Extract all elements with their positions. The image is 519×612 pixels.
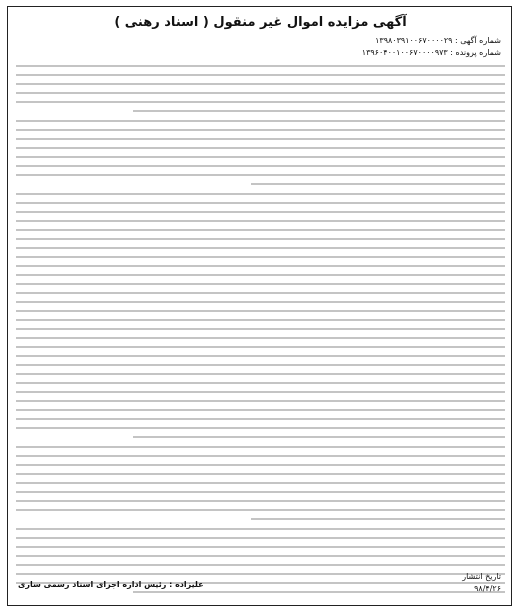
announcement-number-row — [201, 35, 501, 47]
text-line-placeholder — [16, 92, 505, 94]
case-number-label: شماره پرونده : — [450, 48, 501, 57]
text-line-placeholder — [251, 518, 505, 520]
text-line-placeholder — [16, 292, 505, 294]
text-line-placeholder — [16, 74, 505, 76]
text-line-placeholder — [16, 455, 505, 457]
text-line-placeholder — [16, 418, 505, 420]
text-line-placeholder — [16, 427, 505, 429]
case-number-value: ۱۳۹۶۰۴۰۰۱۰۰۶۷۰۰۰۰۹۷۳ — [361, 48, 448, 57]
publication-date-value: ۹۸/۴/۲۶ — [474, 584, 501, 593]
text-line-placeholder — [16, 564, 505, 566]
text-line-placeholder — [16, 174, 505, 176]
text-line-placeholder — [16, 555, 505, 557]
publication-date — [351, 571, 501, 595]
paragraph-placeholder-2 — [16, 120, 505, 185]
text-line-placeholder — [16, 546, 505, 548]
announcement-number-value: ۱۳۹۸۰۳۹۱۰۰۶۷۰۰۰۰۲۹ — [375, 36, 453, 45]
text-line-placeholder — [16, 211, 505, 213]
notice-body — [16, 65, 505, 601]
text-line-placeholder — [16, 165, 505, 167]
issuing-office: علیزاده : رئیس اداره اجرای اسناد رسمی ساری — [18, 580, 204, 589]
text-line-placeholder — [16, 509, 505, 511]
paragraph-placeholder-1 — [16, 65, 505, 112]
text-line-placeholder — [16, 247, 505, 249]
case-number-row — [201, 47, 501, 59]
text-line-placeholder — [16, 156, 505, 158]
text-line-placeholder — [16, 256, 505, 258]
text-line-placeholder — [16, 491, 505, 493]
text-line-placeholder — [16, 500, 505, 502]
text-line-placeholder — [16, 120, 505, 122]
text-line-placeholder — [16, 464, 505, 466]
text-line-placeholder — [16, 373, 505, 375]
text-line-placeholder — [16, 101, 505, 103]
text-line-placeholder — [16, 310, 505, 312]
text-line-placeholder — [16, 202, 505, 204]
notice-title: آگهی مزایده اموال غیر منقول ( اسناد رهنی ) — [114, 15, 407, 30]
text-line-placeholder — [16, 409, 505, 411]
text-line-placeholder — [16, 382, 505, 384]
text-line-placeholder — [16, 400, 505, 402]
text-line-placeholder — [16, 328, 505, 330]
text-line-placeholder — [16, 482, 505, 484]
text-line-placeholder — [16, 301, 505, 303]
text-line-placeholder — [16, 65, 505, 67]
text-line-placeholder — [16, 391, 505, 393]
text-line-placeholder — [16, 229, 505, 231]
paragraph-placeholder-3 — [16, 193, 505, 438]
notice-meta — [201, 35, 501, 59]
text-line-placeholder — [16, 337, 505, 339]
text-line-placeholder — [16, 83, 505, 85]
text-line-placeholder — [16, 473, 505, 475]
text-line-placeholder — [16, 193, 505, 195]
paragraph-placeholder-4 — [16, 446, 505, 520]
text-line-placeholder — [16, 537, 505, 539]
text-line-placeholder — [16, 274, 505, 276]
publication-date-label: تاریخ انتشار — [462, 572, 501, 581]
text-line-placeholder — [16, 129, 505, 131]
notice-footer — [18, 571, 501, 597]
text-line-placeholder — [16, 265, 505, 267]
text-line-placeholder — [16, 238, 505, 240]
notice-frame — [7, 6, 512, 606]
text-line-placeholder — [16, 528, 505, 530]
text-line-placeholder — [16, 138, 505, 140]
text-line-placeholder — [16, 147, 505, 149]
text-line-placeholder — [16, 283, 505, 285]
text-line-placeholder — [16, 364, 505, 366]
text-line-placeholder — [16, 355, 505, 357]
text-line-placeholder — [251, 183, 505, 185]
text-line-placeholder — [16, 220, 505, 222]
text-line-placeholder — [16, 346, 505, 348]
text-line-placeholder — [133, 436, 505, 438]
text-line-placeholder — [133, 110, 505, 112]
text-line-placeholder — [16, 446, 505, 448]
announcement-number-label: شماره آگهی : — [455, 36, 501, 45]
text-line-placeholder — [16, 319, 505, 321]
